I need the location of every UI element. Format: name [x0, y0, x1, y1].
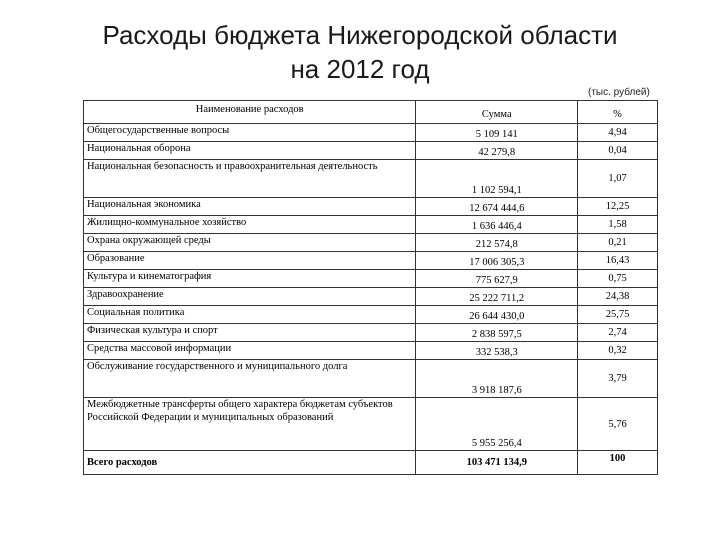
row-sum: 1 636 446,4	[416, 216, 578, 234]
row-pct: 24,38	[578, 288, 658, 306]
header-sum: Сумма	[416, 101, 578, 124]
row-pct: 4,94	[578, 124, 658, 142]
row-name: Национальная экономика	[84, 198, 416, 216]
total-sum: 103 471 134,9	[416, 451, 578, 475]
row-pct: 1,07	[578, 160, 658, 198]
table-row	[84, 124, 658, 142]
table-row	[84, 198, 658, 216]
row-name: Жилищно-коммунальное хозяйство	[84, 216, 416, 234]
table-row	[84, 234, 658, 252]
row-sum: 25 222 711,2	[416, 288, 578, 306]
row-pct: 0,32	[578, 342, 658, 360]
row-name: Межбюджетные трансферты общего характера бюджетам субъектов Российской Федерации и муниципальных образований	[84, 398, 416, 451]
row-name: Национальная безопасность и правоохранительная деятельность	[84, 160, 416, 198]
row-pct: 0,75	[578, 270, 658, 288]
row-pct: 0,04	[578, 142, 658, 160]
row-name: Социальная политика	[84, 306, 416, 324]
table-row	[84, 252, 658, 270]
header-name: Наименование расходов	[84, 101, 416, 124]
row-pct: 5,76	[578, 398, 658, 451]
table-row	[84, 288, 658, 306]
table-row	[84, 270, 658, 288]
row-name: Культура и кинематография	[84, 270, 416, 288]
row-name: Охрана окружающей среды	[84, 234, 416, 252]
row-pct: 25,75	[578, 306, 658, 324]
row-sum: 12 674 444,6	[416, 198, 578, 216]
row-sum: 3 918 187,6	[416, 360, 578, 398]
units-note: (тыс. рублей)	[588, 87, 650, 98]
row-name: Физическая культура и спорт	[84, 324, 416, 342]
table-row	[84, 324, 658, 342]
row-pct: 1,58	[578, 216, 658, 234]
row-sum: 1 102 594,1	[416, 160, 578, 198]
row-pct: 12,25	[578, 198, 658, 216]
row-sum: 5 109 141	[416, 124, 578, 142]
row-sum: 332 538,3	[416, 342, 578, 360]
page-title	[0, 18, 720, 86]
total-pct: 100	[578, 451, 658, 475]
table-row	[84, 306, 658, 324]
table-row	[84, 160, 658, 198]
row-sum: 212 574,8	[416, 234, 578, 252]
row-pct: 2,74	[578, 324, 658, 342]
total-label: Всего расходов	[84, 451, 416, 475]
budget-table	[83, 100, 658, 475]
row-pct: 3,79	[578, 360, 658, 398]
title-line-1: Расходы бюджета Нижегородской области	[102, 20, 618, 50]
row-name: Общегосударственные вопросы	[84, 124, 416, 142]
row-sum: 26 644 430,0	[416, 306, 578, 324]
row-name: Образование	[84, 252, 416, 270]
row-sum: 17 006 305,3	[416, 252, 578, 270]
row-name: Обслуживание государственного и муниципального долга	[84, 360, 416, 398]
table-row	[84, 360, 658, 398]
table-header-row	[84, 101, 658, 124]
row-sum: 5 955 256,4	[416, 398, 578, 451]
row-sum: 42 279,8	[416, 142, 578, 160]
row-sum: 775 627,9	[416, 270, 578, 288]
table-row	[84, 342, 658, 360]
row-name: Средства массовой информации	[84, 342, 416, 360]
row-sum: 2 838 597,5	[416, 324, 578, 342]
row-name: Здравоохранение	[84, 288, 416, 306]
table-row	[84, 216, 658, 234]
header-pct: %	[578, 101, 658, 124]
table-row	[84, 142, 658, 160]
row-pct: 16,43	[578, 252, 658, 270]
total-row	[84, 451, 658, 475]
row-name: Национальная оборона	[84, 142, 416, 160]
title-line-2: на 2012 год	[290, 54, 430, 84]
row-pct: 0,21	[578, 234, 658, 252]
table-row	[84, 398, 658, 451]
